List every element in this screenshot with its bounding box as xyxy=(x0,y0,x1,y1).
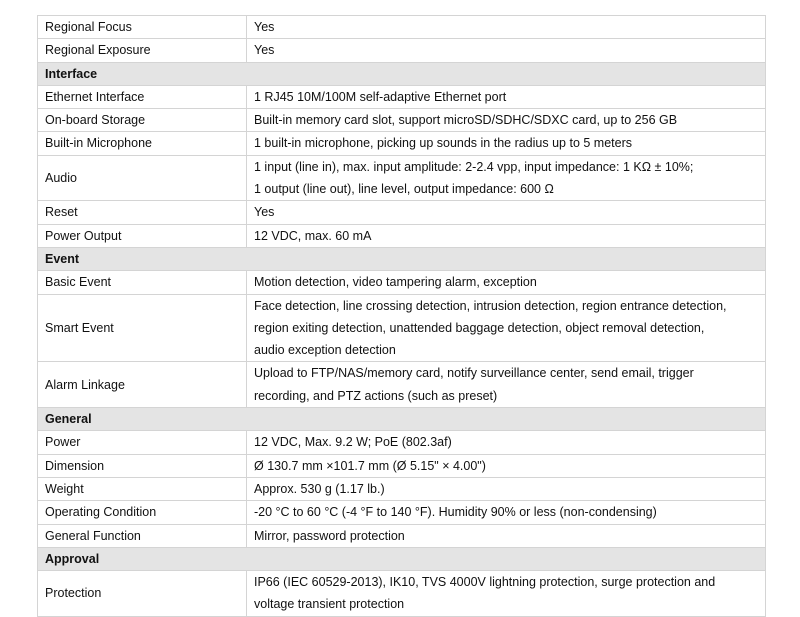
spec-label: Alarm Linkage xyxy=(38,362,247,408)
spec-value-line: region exiting detection, unattended baggage detection, object removal detection, xyxy=(254,320,705,335)
spec-value xyxy=(247,224,766,247)
spec-value-line: IP66 (IEC 60529-2013), IK10, TVS 4000V lightning protection, surge protection and xyxy=(254,575,716,590)
spec-value xyxy=(247,294,766,362)
section-title: Approval xyxy=(38,547,766,570)
spec-label: Audio xyxy=(38,155,247,201)
table-row xyxy=(38,16,766,39)
spec-label: Dimension xyxy=(38,454,247,477)
table-row xyxy=(38,85,766,108)
spec-value-line: Yes xyxy=(254,205,275,220)
table-row xyxy=(38,571,766,617)
spec-label: Power Output xyxy=(38,224,247,247)
spec-value-line: Ø 130.7 mm ×101.7 mm (Ø 5.15" × 4.00") xyxy=(254,458,486,473)
spec-label: Protection xyxy=(38,571,247,617)
spec-table-body xyxy=(38,16,766,617)
spec-value xyxy=(247,85,766,108)
spec-value-line: 1 output (line out), line level, output impedance: 600 Ω xyxy=(254,182,554,197)
spec-value-line: Motion detection, video tampering alarm, exception xyxy=(254,275,537,290)
table-row xyxy=(38,431,766,454)
spec-label: Operating Condition xyxy=(38,501,247,524)
table-row xyxy=(38,454,766,477)
spec-value-line: Built-in memory card slot, support microSD/SDHC/SDXC card, up to 256 GB xyxy=(254,113,678,128)
spec-value-line: Approx. 530 g (1.17 lb.) xyxy=(254,481,385,496)
spec-value xyxy=(247,39,766,62)
spec-value-line: 1 built-in microphone, picking up sounds in the radius up to 5 meters xyxy=(254,136,632,151)
table-row xyxy=(38,501,766,524)
spec-label: Ethernet Interface xyxy=(38,85,247,108)
spec-value xyxy=(247,454,766,477)
spec-label: Power xyxy=(38,431,247,454)
spec-value-line: voltage transient protection xyxy=(254,597,405,612)
spec-value xyxy=(247,477,766,500)
table-row xyxy=(38,109,766,132)
table-row xyxy=(38,524,766,547)
section-header-row xyxy=(38,247,766,270)
table-row xyxy=(38,155,766,201)
spec-value-line: Yes xyxy=(254,20,275,34)
table-row xyxy=(38,294,766,362)
section-title: Event xyxy=(38,247,766,270)
spec-value xyxy=(247,571,766,617)
spec-value-line: 1 input (line in), max. input amplitude: 2-2.4 vpp, input impedance: 1 KΩ ± 10%; xyxy=(254,159,694,174)
spec-value-line: Face detection, line crossing detection, intrusion detection, region entrance detection, xyxy=(254,298,727,313)
spec-label: General Function xyxy=(38,524,247,547)
spec-value-line: Upload to FTP/NAS/memory card, notify surveillance center, send email, trigger xyxy=(254,366,694,381)
section-header-row xyxy=(38,408,766,431)
spec-value xyxy=(247,431,766,454)
spec-table xyxy=(37,15,766,617)
spec-value xyxy=(247,501,766,524)
spec-value-line: recording, and PTZ actions (such as preset) xyxy=(254,388,498,403)
spec-value-line: Mirror, password protection xyxy=(254,528,405,543)
spec-value-line: 12 VDC, Max. 9.2 W; PoE (802.3af) xyxy=(254,435,452,450)
spec-value xyxy=(247,132,766,155)
table-row xyxy=(38,271,766,294)
spec-value xyxy=(247,201,766,224)
table-row xyxy=(38,132,766,155)
spec-value-line: 1 RJ45 10M/100M self-adaptive Ethernet port xyxy=(254,89,507,104)
section-header-row xyxy=(38,547,766,570)
section-header-row xyxy=(38,62,766,85)
spec-value-line: Yes xyxy=(254,43,275,58)
spec-value xyxy=(247,16,766,39)
spec-value xyxy=(247,271,766,294)
spec-label: On-board Storage xyxy=(38,109,247,132)
table-row xyxy=(38,39,766,62)
spec-label: Regional Exposure xyxy=(38,39,247,62)
spec-value xyxy=(247,109,766,132)
spec-label: Built-in Microphone xyxy=(38,132,247,155)
table-row xyxy=(38,477,766,500)
spec-value xyxy=(247,362,766,408)
spec-label: Basic Event xyxy=(38,271,247,294)
spec-value xyxy=(247,155,766,201)
table-row xyxy=(38,201,766,224)
spec-label: Weight xyxy=(38,477,247,500)
spec-value-line: audio exception detection xyxy=(254,343,396,358)
spec-label: Reset xyxy=(38,201,247,224)
section-title: Interface xyxy=(38,62,766,85)
spec-label: Smart Event xyxy=(38,294,247,362)
table-row xyxy=(38,224,766,247)
spec-value-line: 12 VDC, max. 60 mA xyxy=(254,228,372,243)
section-title: General xyxy=(38,408,766,431)
spec-value xyxy=(247,524,766,547)
spec-value-line: -20 °C to 60 °C (-4 °F to 140 °F). Humidity 90% or less (non-condensing) xyxy=(254,505,657,520)
table-row xyxy=(38,362,766,408)
spec-label: Regional Focus xyxy=(38,16,247,39)
